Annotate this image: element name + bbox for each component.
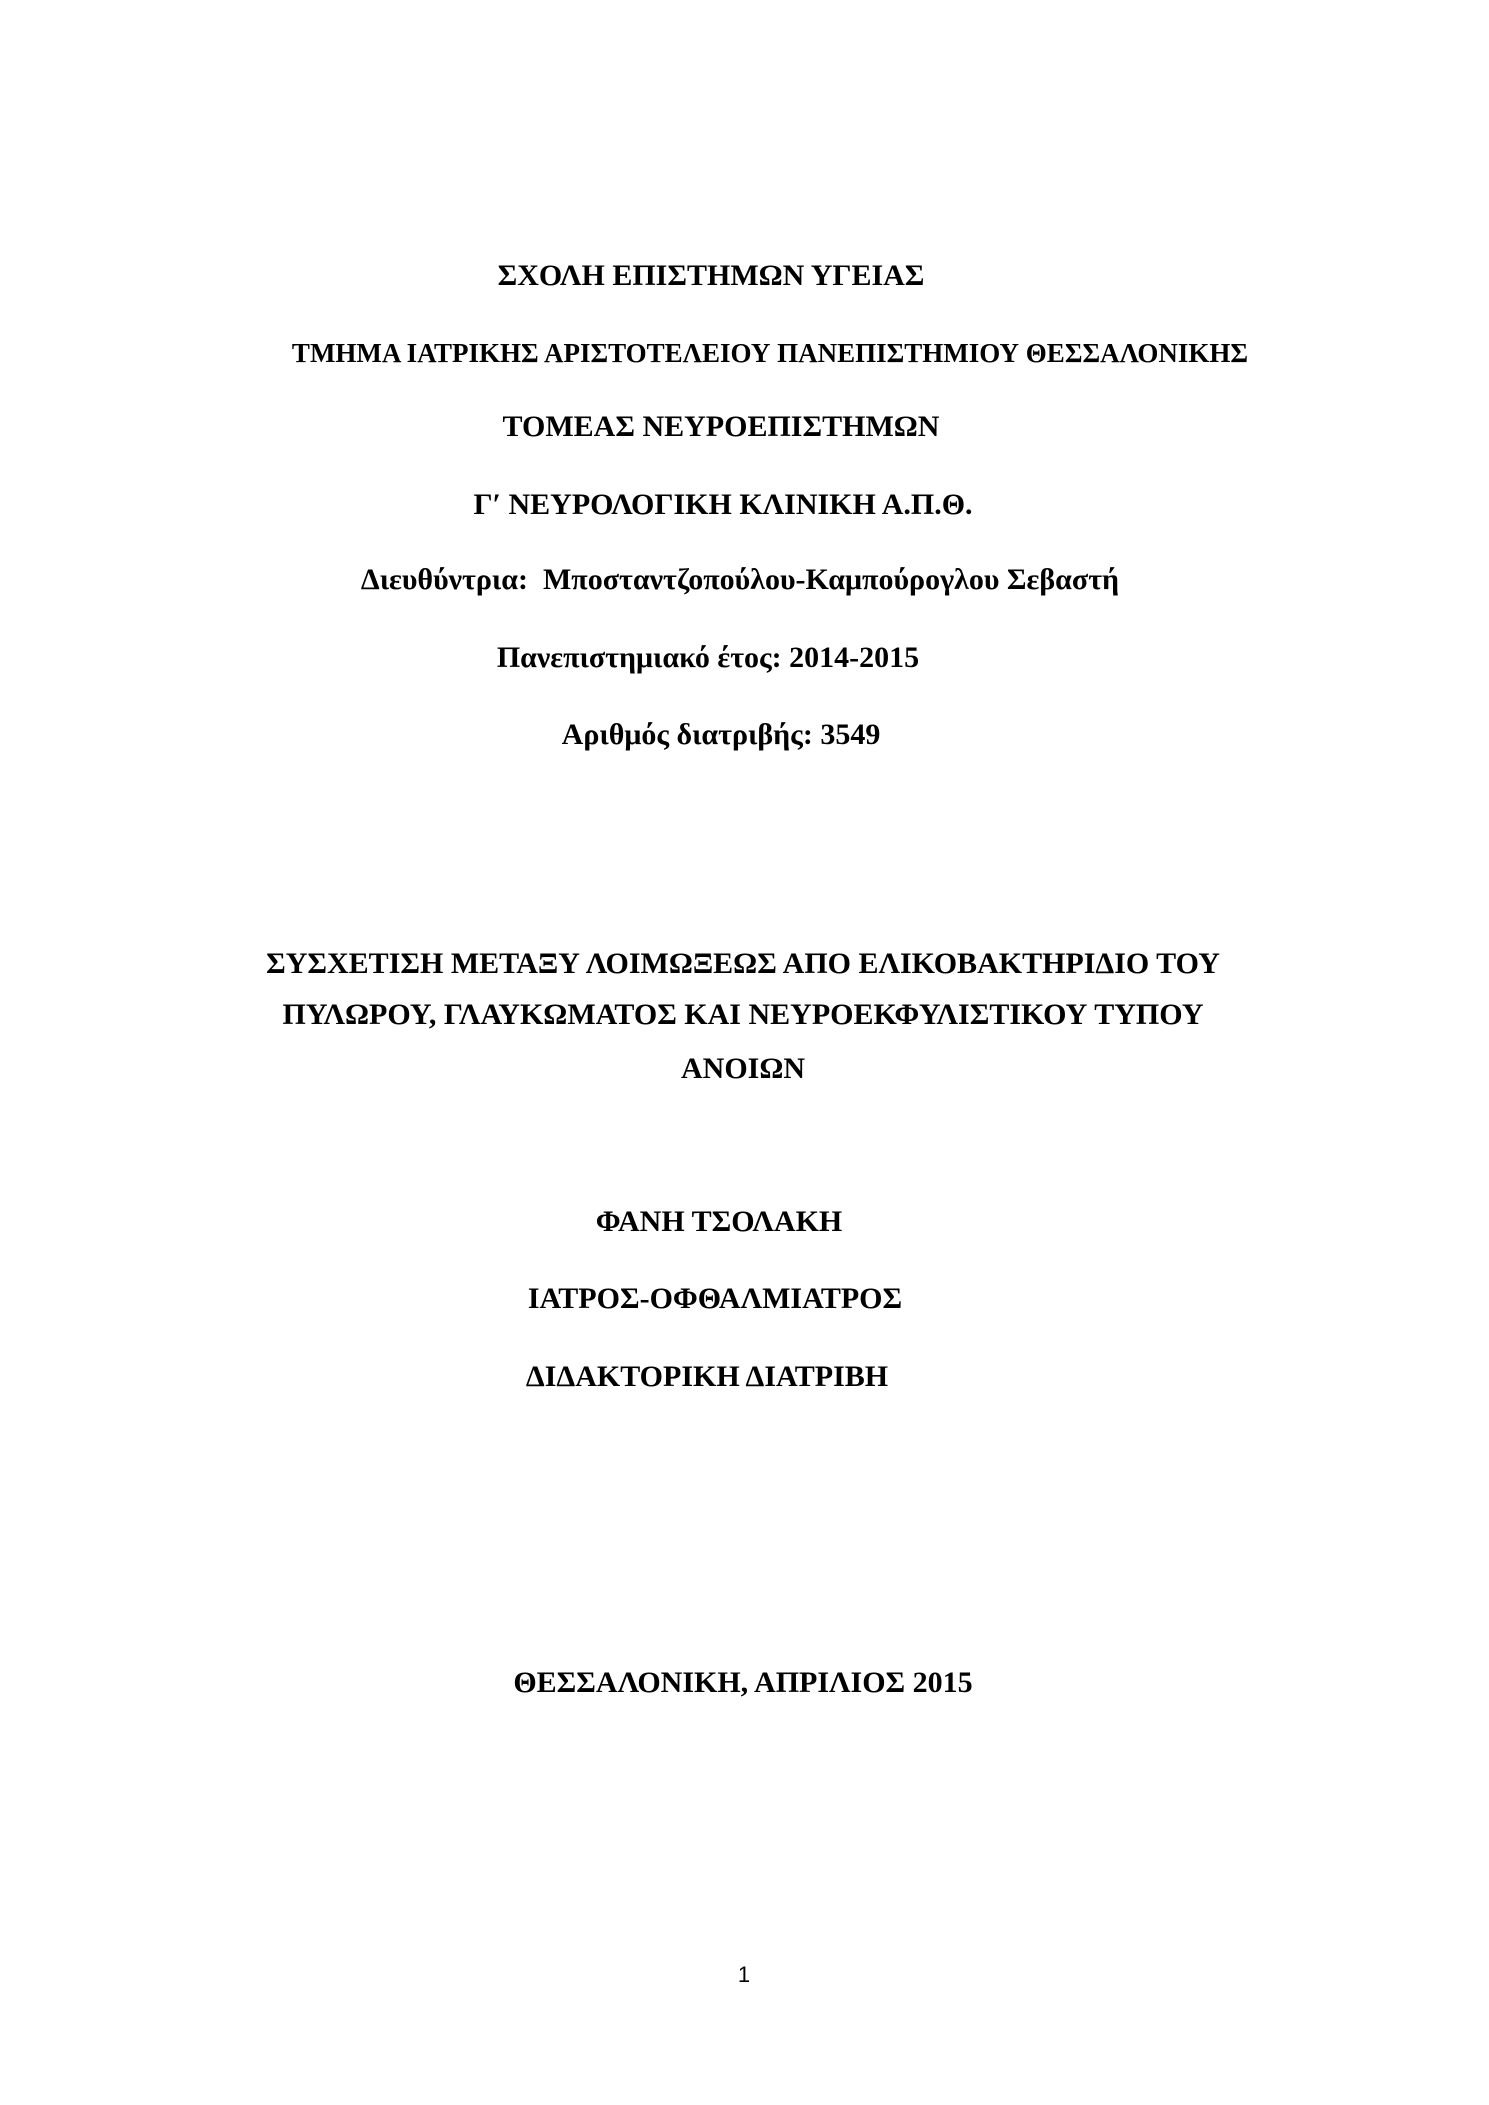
thesis-number-label: Αριθμός διατριβής:: [561, 718, 813, 751]
school-name: ΣΧΟΛΗ ΕΠΙΣΤΗΜΩΝ ΥΓΕΙΑΣ: [497, 259, 925, 292]
place-and-date: ΘΕΣΣΑΛΟΝΙΚΗ, ΑΠΡΙΛΙΟΣ 2015: [513, 1666, 973, 1699]
author-profession: ΙΑΤΡΟΣ-ΟΦΘΑΛΜΙΑΤΡΟΣ: [527, 1282, 903, 1315]
thesis-number-value: 3549: [820, 718, 881, 751]
thesis-title-line: ΑΝΟΙΩΝ: [680, 1052, 806, 1085]
director-name: Μποσταντζοπούλου-Καμπούρογλου Σεβαστή: [542, 563, 1120, 596]
thesis-title-line: ΣΥΣΧΕΤΙΣΗ ΜΕΤΑΞΥ ΛΟΙΜΩΞΕΩΣ ΑΠΟ ΕΛΙΚΟΒΑΚΤΗΡΙΔΙΟ ΤΟΥ: [266, 947, 1220, 980]
document-type: ΔΙΔΑΚΤΟΡΙΚΗ ΔΙΑΤΡΙΒΗ: [525, 1360, 889, 1393]
thesis-title-line: ΠΥΛΩΡΟΥ, ΓΛΑΥΚΩΜΑΤΟΣ ΚΑΙ ΝΕΥΡΟΕΚΦΥΛΙΣΤΙΚΟΥ ΤΥΠΟΥ: [282, 998, 1204, 1031]
department-name: ΤΜΗΜΑ ΙΑΤΡΙΚΗΣ ΑΡΙΣΤΟΤΕΛΕΙΟΥ ΠΑΝΕΠΙΣΤΗΜΙΟΥ ΘΕΣΣΑΛΟΝΙΚΗΣ: [291, 338, 1249, 368]
director-label: Διευθύντρια:: [360, 563, 528, 596]
author-name: ΦΑΝΗ ΤΣΟΛΑΚΗ: [595, 1205, 843, 1238]
academic-year-value: 2014-2015: [789, 641, 920, 674]
thesis-number-line: [562, 717, 881, 753]
director-line: [361, 562, 1119, 598]
academic-year-line: [497, 640, 919, 676]
academic-year-label: Πανεπιστημιακό έτος:: [496, 641, 782, 674]
clinic-name: Γ′ ΝΕΥΡΟΛΟΓΙΚΗ ΚΛΙΝΙΚΗ Α.Π.Θ.: [473, 488, 973, 521]
sector-name: ΤΟΜΕΑΣ ΝΕΥΡΟΕΠΙΣΤΗΜΩΝ: [502, 410, 940, 443]
page-number: 1: [737, 1962, 751, 1987]
